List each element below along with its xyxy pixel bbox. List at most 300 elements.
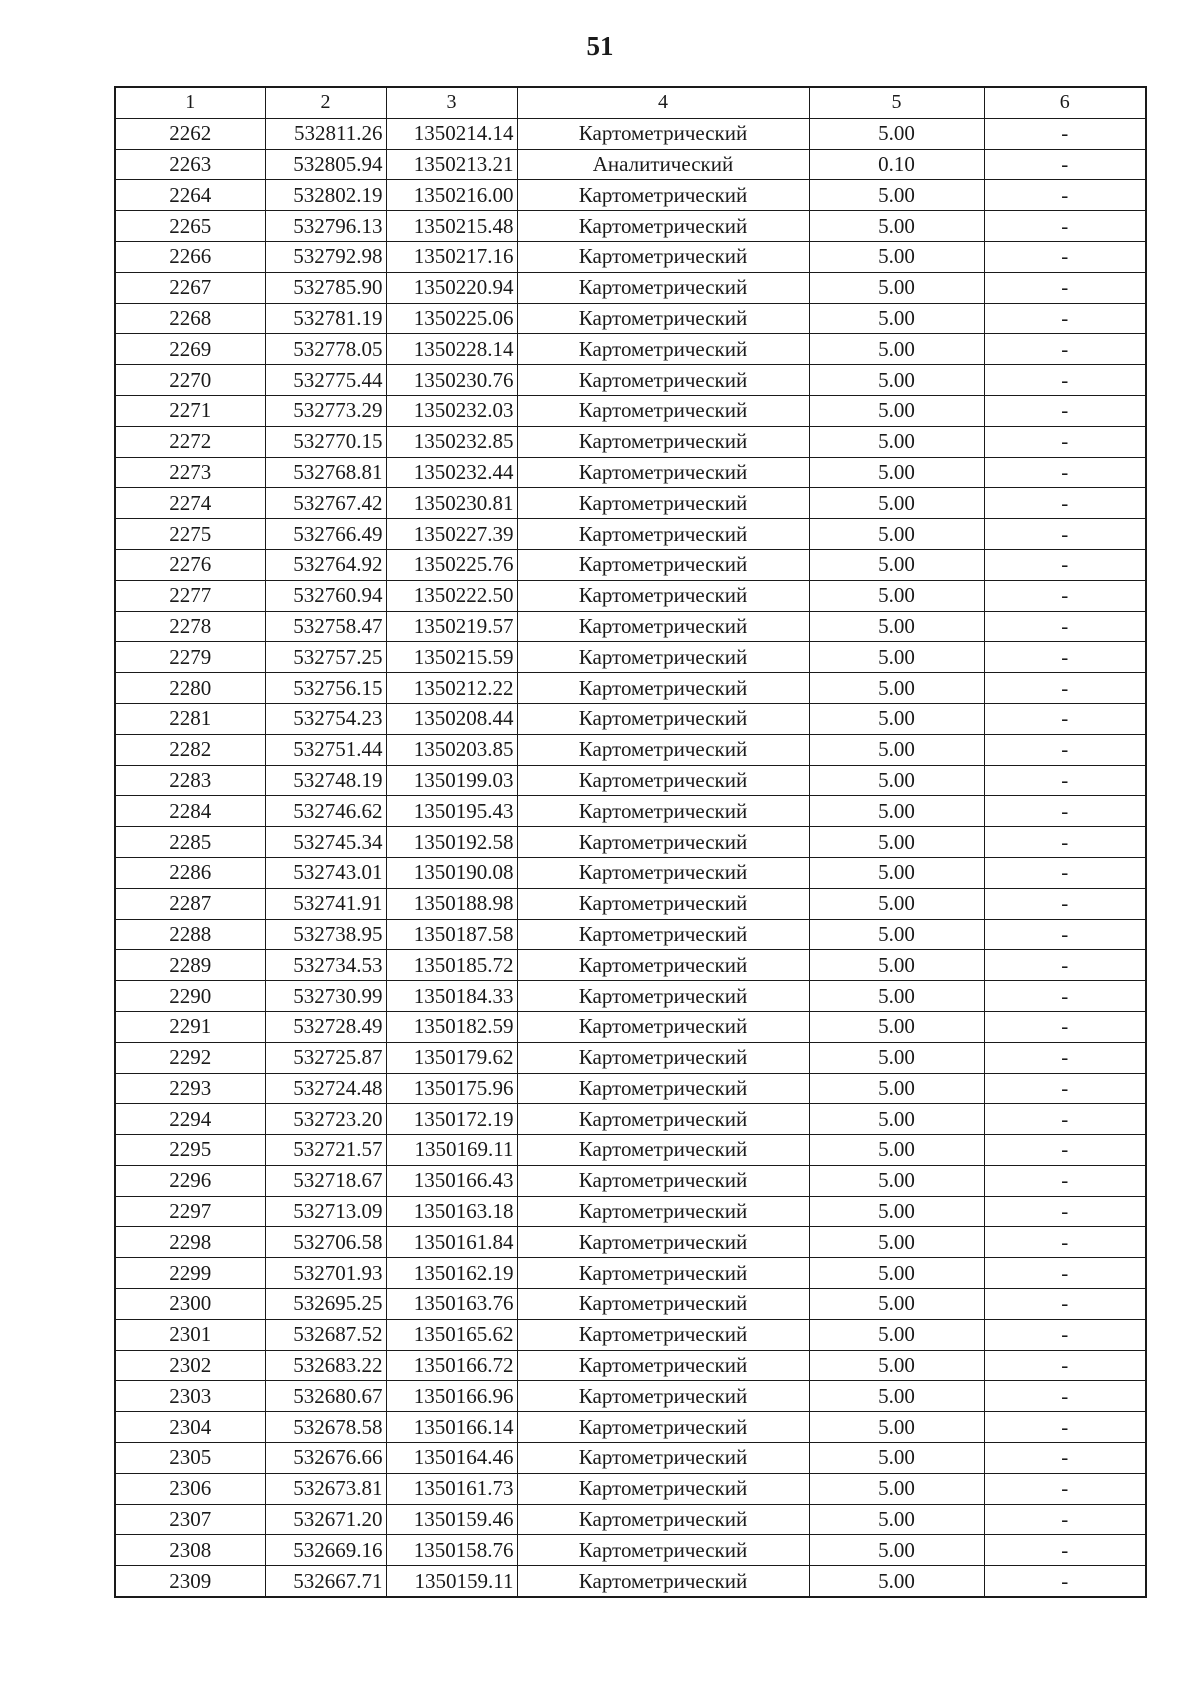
y-coordinate-cell: 1350184.33	[386, 981, 517, 1012]
accuracy-cell: 5.00	[809, 580, 984, 611]
method-cell: Картометрический	[517, 981, 809, 1012]
accuracy-cell: 5.00	[809, 734, 984, 765]
accuracy-cell: 5.00	[809, 457, 984, 488]
point-number-cell: 2273	[115, 457, 265, 488]
x-coordinate-cell: 532785.90	[265, 272, 386, 303]
method-cell: Картометрический	[517, 272, 809, 303]
y-coordinate-cell: 1350217.16	[386, 241, 517, 272]
accuracy-cell: 5.00	[809, 611, 984, 642]
accuracy-cell: 5.00	[809, 765, 984, 796]
x-coordinate-cell: 532767.42	[265, 488, 386, 519]
table-row	[115, 703, 1146, 734]
x-coordinate-cell: 532758.47	[265, 611, 386, 642]
x-coordinate-cell: 532760.94	[265, 580, 386, 611]
accuracy-cell: 5.00	[809, 1104, 984, 1135]
method-cell: Картометрический	[517, 827, 809, 858]
method-cell: Картометрический	[517, 303, 809, 334]
accuracy-cell: 5.00	[809, 1473, 984, 1504]
point-number-cell: 2277	[115, 580, 265, 611]
description-cell: -	[984, 334, 1146, 365]
method-cell: Картометрический	[517, 365, 809, 396]
table-row	[115, 303, 1146, 334]
table-row	[115, 1566, 1146, 1597]
description-cell: -	[984, 1289, 1146, 1320]
point-number-cell: 2295	[115, 1135, 265, 1166]
point-number-cell: 2270	[115, 365, 265, 396]
accuracy-cell: 5.00	[809, 1258, 984, 1289]
x-coordinate-cell: 532680.67	[265, 1381, 386, 1412]
y-coordinate-cell: 1350215.48	[386, 211, 517, 242]
table-body	[115, 118, 1146, 1597]
table-row	[115, 549, 1146, 580]
description-cell: -	[984, 395, 1146, 426]
accuracy-cell: 5.00	[809, 303, 984, 334]
description-cell: -	[984, 857, 1146, 888]
point-number-cell: 2294	[115, 1104, 265, 1135]
y-coordinate-cell: 1350158.76	[386, 1535, 517, 1566]
table-row	[115, 888, 1146, 919]
method-cell: Картометрический	[517, 211, 809, 242]
accuracy-cell: 5.00	[809, 1196, 984, 1227]
point-number-cell: 2269	[115, 334, 265, 365]
y-coordinate-cell: 1350166.96	[386, 1381, 517, 1412]
table-row	[115, 1443, 1146, 1474]
method-cell: Картометрический	[517, 1381, 809, 1412]
description-cell: -	[984, 919, 1146, 950]
point-number-cell: 2297	[115, 1196, 265, 1227]
description-cell: -	[984, 1196, 1146, 1227]
method-cell: Картометрический	[517, 796, 809, 827]
point-number-cell: 2267	[115, 272, 265, 303]
point-number-cell: 2296	[115, 1165, 265, 1196]
description-cell: -	[984, 765, 1146, 796]
accuracy-cell: 5.00	[809, 1412, 984, 1443]
table-row	[115, 1350, 1146, 1381]
point-number-cell: 2280	[115, 673, 265, 704]
x-coordinate-cell: 532706.58	[265, 1227, 386, 1258]
method-cell: Картометрический	[517, 1443, 809, 1474]
y-coordinate-cell: 1350215.59	[386, 642, 517, 673]
y-coordinate-cell: 1350172.19	[386, 1104, 517, 1135]
point-number-cell: 2290	[115, 981, 265, 1012]
point-number-cell: 2307	[115, 1504, 265, 1535]
x-coordinate-cell: 532725.87	[265, 1042, 386, 1073]
y-coordinate-cell: 1350182.59	[386, 1011, 517, 1042]
x-coordinate-cell: 532768.81	[265, 457, 386, 488]
method-cell: Картометрический	[517, 395, 809, 426]
y-coordinate-cell: 1350179.62	[386, 1042, 517, 1073]
accuracy-cell: 5.00	[809, 395, 984, 426]
x-coordinate-cell: 532669.16	[265, 1535, 386, 1566]
y-coordinate-cell: 1350159.11	[386, 1566, 517, 1597]
y-coordinate-cell: 1350195.43	[386, 796, 517, 827]
description-cell: -	[984, 1535, 1146, 1566]
y-coordinate-cell: 1350203.85	[386, 734, 517, 765]
accuracy-cell: 5.00	[809, 1073, 984, 1104]
y-coordinate-cell: 1350159.46	[386, 1504, 517, 1535]
table-row	[115, 1165, 1146, 1196]
description-cell: -	[984, 1473, 1146, 1504]
accuracy-cell: 5.00	[809, 1042, 984, 1073]
description-cell: -	[984, 211, 1146, 242]
description-cell: -	[984, 888, 1146, 919]
y-coordinate-cell: 1350216.00	[386, 180, 517, 211]
x-coordinate-cell: 532678.58	[265, 1412, 386, 1443]
method-cell: Картометрический	[517, 118, 809, 149]
point-number-cell: 2268	[115, 303, 265, 334]
page-number: 51	[586, 31, 614, 61]
point-number-cell: 2276	[115, 549, 265, 580]
method-cell: Картометрический	[517, 580, 809, 611]
table-row	[115, 211, 1146, 242]
x-coordinate-cell: 532770.15	[265, 426, 386, 457]
description-cell: -	[984, 457, 1146, 488]
x-coordinate-cell: 532671.20	[265, 1504, 386, 1535]
x-coordinate-cell: 532667.71	[265, 1566, 386, 1597]
table-row	[115, 241, 1146, 272]
description-cell: -	[984, 950, 1146, 981]
accuracy-cell: 5.00	[809, 1289, 984, 1320]
point-number-cell: 2282	[115, 734, 265, 765]
y-coordinate-cell: 1350166.72	[386, 1350, 517, 1381]
method-cell: Картометрический	[517, 1289, 809, 1320]
point-number-cell: 2284	[115, 796, 265, 827]
x-coordinate-cell: 532745.34	[265, 827, 386, 858]
accuracy-cell: 5.00	[809, 241, 984, 272]
x-coordinate-cell: 532775.44	[265, 365, 386, 396]
y-coordinate-cell: 1350164.46	[386, 1443, 517, 1474]
header-row	[115, 87, 1146, 118]
method-cell: Картометрический	[517, 1073, 809, 1104]
y-coordinate-cell: 1350228.14	[386, 334, 517, 365]
column-header-1: 1	[115, 87, 265, 118]
y-coordinate-cell: 1350188.98	[386, 888, 517, 919]
y-coordinate-cell: 1350213.21	[386, 149, 517, 180]
accuracy-cell: 5.00	[809, 1319, 984, 1350]
y-coordinate-cell: 1350163.18	[386, 1196, 517, 1227]
y-coordinate-cell: 1350161.73	[386, 1473, 517, 1504]
x-coordinate-cell: 532746.62	[265, 796, 386, 827]
method-cell: Картометрический	[517, 1135, 809, 1166]
point-number-cell: 2299	[115, 1258, 265, 1289]
method-cell: Картометрический	[517, 919, 809, 950]
x-coordinate-cell: 532687.52	[265, 1319, 386, 1350]
x-coordinate-cell: 532751.44	[265, 734, 386, 765]
description-cell: -	[984, 1135, 1146, 1166]
table-row	[115, 1412, 1146, 1443]
accuracy-cell: 5.00	[809, 426, 984, 457]
description-cell: -	[984, 149, 1146, 180]
description-cell: -	[984, 1165, 1146, 1196]
x-coordinate-cell: 532724.48	[265, 1073, 386, 1104]
y-coordinate-cell: 1350190.08	[386, 857, 517, 888]
accuracy-cell: 5.00	[809, 272, 984, 303]
point-number-cell: 2285	[115, 827, 265, 858]
description-cell: -	[984, 1504, 1146, 1535]
description-cell: -	[984, 180, 1146, 211]
table-row	[115, 457, 1146, 488]
method-cell: Картометрический	[517, 765, 809, 796]
point-number-cell: 2266	[115, 241, 265, 272]
method-cell: Картометрический	[517, 1473, 809, 1504]
x-coordinate-cell: 532734.53	[265, 950, 386, 981]
y-coordinate-cell: 1350208.44	[386, 703, 517, 734]
point-number-cell: 2301	[115, 1319, 265, 1350]
accuracy-cell: 5.00	[809, 888, 984, 919]
method-cell: Картометрический	[517, 642, 809, 673]
description-cell: -	[984, 796, 1146, 827]
point-number-cell: 2283	[115, 765, 265, 796]
y-coordinate-cell: 1350169.11	[386, 1135, 517, 1166]
point-number-cell: 2278	[115, 611, 265, 642]
point-number-cell: 2274	[115, 488, 265, 519]
column-header-5: 5	[809, 87, 984, 118]
y-coordinate-cell: 1350214.14	[386, 118, 517, 149]
x-coordinate-cell: 532792.98	[265, 241, 386, 272]
y-coordinate-cell: 1350220.94	[386, 272, 517, 303]
table-row	[115, 981, 1146, 1012]
description-cell: -	[984, 673, 1146, 704]
table-row	[115, 1289, 1146, 1320]
x-coordinate-cell: 532723.20	[265, 1104, 386, 1135]
description-cell: -	[984, 272, 1146, 303]
x-coordinate-cell: 532718.67	[265, 1165, 386, 1196]
table-row	[115, 1011, 1146, 1042]
x-coordinate-cell: 532713.09	[265, 1196, 386, 1227]
table-row	[115, 919, 1146, 950]
x-coordinate-cell: 532802.19	[265, 180, 386, 211]
table-row	[115, 765, 1146, 796]
y-coordinate-cell: 1350230.81	[386, 488, 517, 519]
method-cell: Картометрический	[517, 488, 809, 519]
point-number-cell: 2272	[115, 426, 265, 457]
table-row	[115, 857, 1146, 888]
x-coordinate-cell: 532754.23	[265, 703, 386, 734]
accuracy-cell: 5.00	[809, 118, 984, 149]
x-coordinate-cell: 532757.25	[265, 642, 386, 673]
x-coordinate-cell: 532781.19	[265, 303, 386, 334]
y-coordinate-cell: 1350199.03	[386, 765, 517, 796]
accuracy-cell: 5.00	[809, 549, 984, 580]
method-cell: Картометрический	[517, 334, 809, 365]
description-cell: -	[984, 1227, 1146, 1258]
accuracy-cell: 5.00	[809, 673, 984, 704]
accuracy-cell: 5.00	[809, 180, 984, 211]
description-cell: -	[984, 519, 1146, 550]
point-number-cell: 2300	[115, 1289, 265, 1320]
x-coordinate-cell: 532683.22	[265, 1350, 386, 1381]
y-coordinate-cell: 1350225.06	[386, 303, 517, 334]
table-row	[115, 796, 1146, 827]
description-cell: -	[984, 734, 1146, 765]
description-cell: -	[984, 1104, 1146, 1135]
point-number-cell: 2264	[115, 180, 265, 211]
table-row	[115, 426, 1146, 457]
x-coordinate-cell: 532796.13	[265, 211, 386, 242]
description-cell: -	[984, 580, 1146, 611]
y-coordinate-cell: 1350212.22	[386, 673, 517, 704]
method-cell: Картометрический	[517, 1104, 809, 1135]
table-row	[115, 1319, 1146, 1350]
accuracy-cell: 5.00	[809, 365, 984, 396]
accuracy-cell: 5.00	[809, 488, 984, 519]
accuracy-cell: 5.00	[809, 1443, 984, 1474]
description-cell: -	[984, 1566, 1146, 1597]
column-header-6: 6	[984, 87, 1146, 118]
table-row	[115, 1135, 1146, 1166]
x-coordinate-cell: 532743.01	[265, 857, 386, 888]
table-row	[115, 180, 1146, 211]
y-coordinate-cell: 1350166.14	[386, 1412, 517, 1443]
method-cell: Картометрический	[517, 1535, 809, 1566]
y-coordinate-cell: 1350187.58	[386, 919, 517, 950]
point-number-cell: 2265	[115, 211, 265, 242]
accuracy-cell: 5.00	[809, 1566, 984, 1597]
point-number-cell: 2303	[115, 1381, 265, 1412]
table-row	[115, 1073, 1146, 1104]
method-cell: Картометрический	[517, 426, 809, 457]
y-coordinate-cell: 1350230.76	[386, 365, 517, 396]
method-cell: Картометрический	[517, 519, 809, 550]
point-number-cell: 2309	[115, 1566, 265, 1597]
method-cell: Картометрический	[517, 611, 809, 642]
y-coordinate-cell: 1350166.43	[386, 1165, 517, 1196]
y-coordinate-cell: 1350232.85	[386, 426, 517, 457]
x-coordinate-cell: 532811.26	[265, 118, 386, 149]
column-header-3: 3	[386, 87, 517, 118]
method-cell: Картометрический	[517, 1042, 809, 1073]
y-coordinate-cell: 1350163.76	[386, 1289, 517, 1320]
description-cell: -	[984, 118, 1146, 149]
accuracy-cell: 5.00	[809, 827, 984, 858]
point-number-cell: 2293	[115, 1073, 265, 1104]
accuracy-cell: 5.00	[809, 1135, 984, 1166]
accuracy-cell: 5.00	[809, 1535, 984, 1566]
accuracy-cell: 5.00	[809, 857, 984, 888]
y-coordinate-cell: 1350161.84	[386, 1227, 517, 1258]
method-cell: Картометрический	[517, 1566, 809, 1597]
x-coordinate-cell: 532766.49	[265, 519, 386, 550]
x-coordinate-cell: 532730.99	[265, 981, 386, 1012]
y-coordinate-cell: 1350227.39	[386, 519, 517, 550]
table-row	[115, 519, 1146, 550]
method-cell: Картометрический	[517, 1165, 809, 1196]
accuracy-cell: 5.00	[809, 1165, 984, 1196]
x-coordinate-cell: 532738.95	[265, 919, 386, 950]
accuracy-cell: 5.00	[809, 1504, 984, 1535]
accuracy-cell: 5.00	[809, 1227, 984, 1258]
x-coordinate-cell: 532695.25	[265, 1289, 386, 1320]
y-coordinate-cell: 1350162.19	[386, 1258, 517, 1289]
point-number-cell: 2287	[115, 888, 265, 919]
point-number-cell: 2305	[115, 1443, 265, 1474]
y-coordinate-cell: 1350232.03	[386, 395, 517, 426]
description-cell: -	[984, 1258, 1146, 1289]
description-cell: -	[984, 303, 1146, 334]
table-row	[115, 580, 1146, 611]
y-coordinate-cell: 1350185.72	[386, 950, 517, 981]
accuracy-cell: 5.00	[809, 703, 984, 734]
point-number-cell: 2279	[115, 642, 265, 673]
method-cell: Картометрический	[517, 673, 809, 704]
table-row	[115, 488, 1146, 519]
x-coordinate-cell: 532756.15	[265, 673, 386, 704]
coordinates-table	[114, 86, 1147, 1598]
y-coordinate-cell: 1350222.50	[386, 580, 517, 611]
x-coordinate-cell: 532721.57	[265, 1135, 386, 1166]
method-cell: Картометрический	[517, 1319, 809, 1350]
point-number-cell: 2308	[115, 1535, 265, 1566]
description-cell: -	[984, 1350, 1146, 1381]
description-cell: -	[984, 1319, 1146, 1350]
table-row	[115, 1196, 1146, 1227]
description-cell: -	[984, 1412, 1146, 1443]
column-header-2: 2	[265, 87, 386, 118]
table-row	[115, 365, 1146, 396]
table-row	[115, 827, 1146, 858]
point-number-cell: 2288	[115, 919, 265, 950]
accuracy-cell: 5.00	[809, 519, 984, 550]
point-number-cell: 2292	[115, 1042, 265, 1073]
x-coordinate-cell: 532764.92	[265, 549, 386, 580]
y-coordinate-cell: 1350219.57	[386, 611, 517, 642]
method-cell: Картометрический	[517, 734, 809, 765]
point-number-cell: 2263	[115, 149, 265, 180]
table-row	[115, 1227, 1146, 1258]
point-number-cell: 2306	[115, 1473, 265, 1504]
accuracy-cell: 5.00	[809, 1381, 984, 1412]
table-row	[115, 395, 1146, 426]
y-coordinate-cell: 1350232.44	[386, 457, 517, 488]
table-row	[115, 950, 1146, 981]
method-cell: Картометрический	[517, 1227, 809, 1258]
method-cell: Картометрический	[517, 1196, 809, 1227]
description-cell: -	[984, 1073, 1146, 1104]
table-row	[115, 642, 1146, 673]
description-cell: -	[984, 981, 1146, 1012]
description-cell: -	[984, 1381, 1146, 1412]
point-number-cell: 2302	[115, 1350, 265, 1381]
point-number-cell: 2286	[115, 857, 265, 888]
method-cell: Картометрический	[517, 241, 809, 272]
method-cell: Картометрический	[517, 703, 809, 734]
method-cell: Картометрический	[517, 1011, 809, 1042]
description-cell: -	[984, 1443, 1146, 1474]
x-coordinate-cell: 532773.29	[265, 395, 386, 426]
table-row	[115, 673, 1146, 704]
table-row	[115, 118, 1146, 149]
point-number-cell: 2271	[115, 395, 265, 426]
table-row	[115, 1258, 1146, 1289]
method-cell: Картометрический	[517, 180, 809, 211]
description-cell: -	[984, 1011, 1146, 1042]
x-coordinate-cell: 532778.05	[265, 334, 386, 365]
description-cell: -	[984, 549, 1146, 580]
description-cell: -	[984, 642, 1146, 673]
table-row	[115, 1042, 1146, 1073]
method-cell: Картометрический	[517, 888, 809, 919]
point-number-cell: 2262	[115, 118, 265, 149]
accuracy-cell: 5.00	[809, 642, 984, 673]
table-row	[115, 1104, 1146, 1135]
description-cell: -	[984, 1042, 1146, 1073]
description-cell: -	[984, 827, 1146, 858]
description-cell: -	[984, 488, 1146, 519]
x-coordinate-cell: 532748.19	[265, 765, 386, 796]
method-cell: Картометрический	[517, 1258, 809, 1289]
table-row	[115, 1535, 1146, 1566]
table-row	[115, 1381, 1146, 1412]
